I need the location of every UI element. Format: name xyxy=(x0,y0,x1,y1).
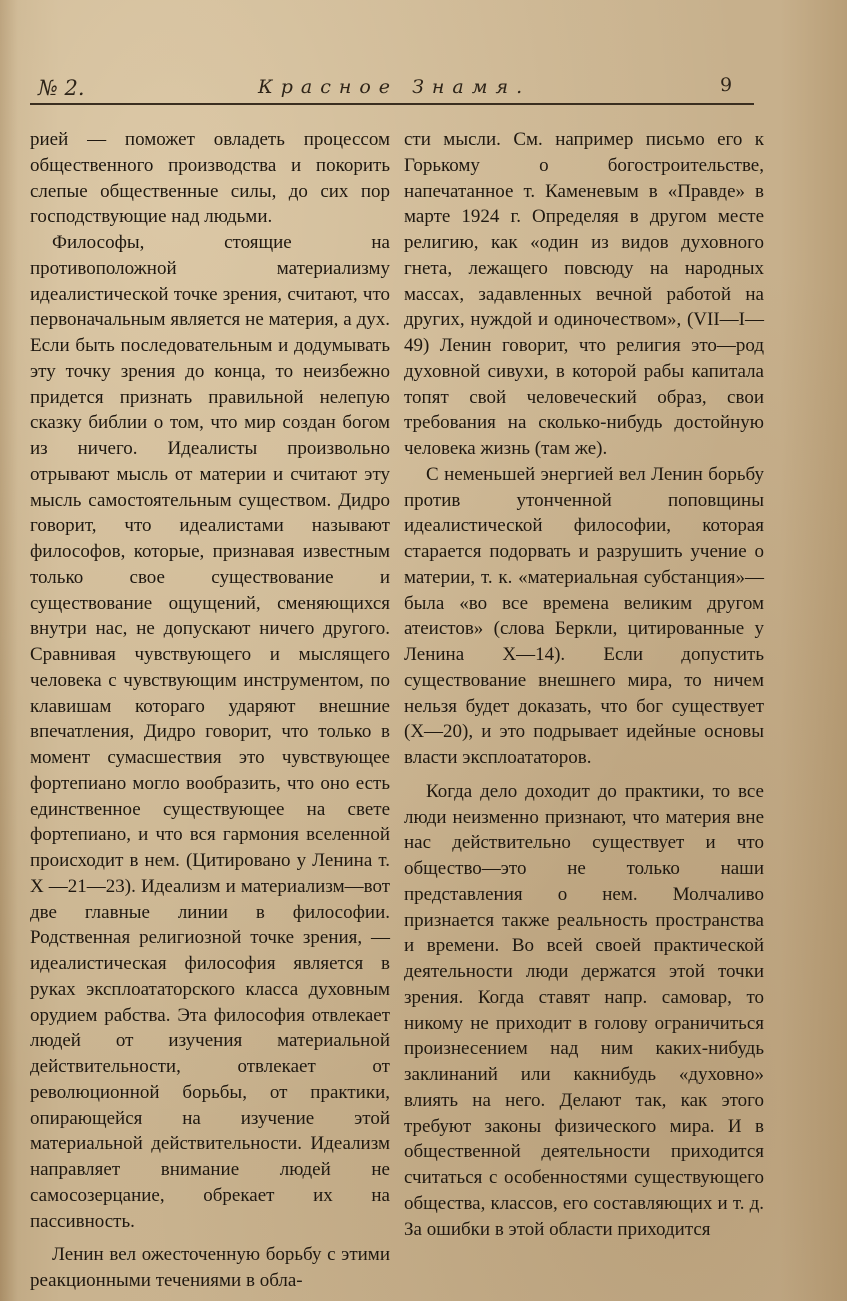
header-rule xyxy=(30,103,754,105)
paragraph: сти мысли. См. например письмо его к Горькому о богостроительстве, напечатанное т. Каменевым в «Правде» в марте 1924 г. Определяя в другом месте религию, как «один из видов духовного гнета, лежащего повсюду на народных массах, задавленных вечной работой на других, нуждой и одиночеством», (VII—I—49) Ленин говорит, что религия это—род духовной сивухи, в которой рабы капитала топят свой человеческий образ, свои требования на сколько-нибудь достойную человека жизнь (там же). xyxy=(404,129,764,459)
paragraph: Когда дело доходит до практики, то все люди неизменно признают, что материя вне нас действительно существует и что общество—это не только наши представления о нем. Молчаливо признается также реальность пространства и времени. Во всей своей практической деятельности люди держатся этой точки зрения. Когда ставят напр. самовар, то никому не приходит в голову ограничиться произнесением над ним каких-нибудь заклинаний или какнибудь «духовно» влиять на него. Делают так, как этого требуют законы физического мира. И в общественной деятельности приходится считаться с особенностями существующего общества, классов, его составляющих и т. д. За ошибки в этой области приходится xyxy=(404,780,764,1240)
paragraph: рией — поможет овладеть процессом общественного производства и покорить слепые общественные силы, до сих пор господствующие над людьми. xyxy=(30,129,390,228)
paragraph: Ленин вел ожесточенную борьбу с этими реакционными течениями в обла- xyxy=(30,1244,390,1291)
newspaper-title: Красное Знамя. xyxy=(258,76,531,98)
left-column xyxy=(30,127,390,1294)
issue-number: № 2. xyxy=(38,76,85,100)
paragraph: Философы, стоящие на противоположной материализму идеалистической точке зрения, считают, что первоначальным является не материя, а дух. Если быть последовательным и додумывать эту точку зрения до конца, то неизбежно придется признать правильной нелепую сказку библии о том, что мир создан богом из ничего. Идеалисты произвольно отрывают мысль от материи и считают эту мысль самостоятельным существом. Дидро говорит, что идеалистами называют философов, которые, признавая известным только свое существование и существование ощущений, сменяющихся внутри нас, не допускают ничего другого. Сравнивая чувствующего и мыслящего человека с чувствующим инструментом, по клавишам котораго ударяют внешние впечатления, Дидро говорит, что только в момент сумасшествия это чувствующее фортепиано могло вообразить, что оно есть единственное существующее на свете фортепиано, и что вся гармония вселенной происходит в нем. (Цитировано у Ленина т. X —21—23). Идеализм и материализм—вот две главные линии в философии. Родственная религиозной точке зрения, — идеалистическая философия является в руках эксплоататорского класса духовным орудием рабства. Эта философия отвлекает людей от изучения материальной действительности, отвлекает от революционной борьбы, от практики, опирающейся на изучение этой материальной действительности. Идеализм направляет внимание людей не самосозерцание, обрекает их на пассивность. xyxy=(30,232,390,1232)
right-column xyxy=(404,127,764,1242)
paragraph: С неменьшей энергией вел Ленин борьбу против утонченной поповщины идеалистической философии, которая старается подорвать и разрушить учение о материи, т. к. «материальная субстанция»—была «во все времена великим другом атеистов» (слова Беркли, цитированные у Ленина X—14). Если допустить существование внешнего мира, то ничем нельзя будет доказать, что бог существует (X—20), и это подрывает идейные основы власти эксплоататоров. xyxy=(404,463,764,768)
running-header xyxy=(30,72,790,102)
page-number: 9 xyxy=(720,74,733,96)
